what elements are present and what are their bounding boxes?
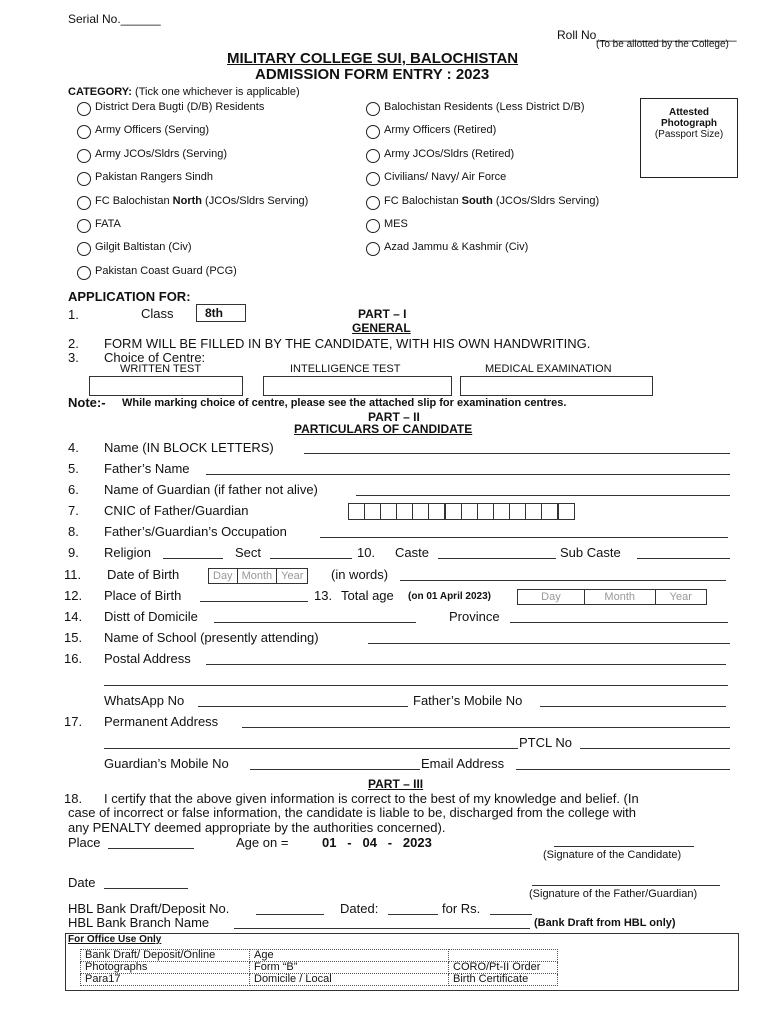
- category-left-option-bold: North: [172, 194, 202, 207]
- category-left-option-label: FATA: [95, 218, 121, 230]
- part-1-heading: PART – I: [358, 307, 407, 321]
- domicile-label: Distt of Domicile: [104, 609, 198, 624]
- note-label: Note:-: [68, 395, 106, 410]
- category-left-radio-2[interactable]: [77, 149, 91, 163]
- cnic-label: CNIC of Father/Guardian: [104, 503, 249, 518]
- category-right-radio-6[interactable]: [366, 242, 380, 256]
- province-field[interactable]: [510, 622, 728, 623]
- age-year: Year: [669, 591, 692, 603]
- category-left-radio-7[interactable]: [77, 266, 91, 280]
- office-use-heading: For Office Use Only: [68, 934, 162, 945]
- category-right-option-pre: FC Balochistan: [384, 194, 462, 207]
- school-label: Name of School (presently attending): [104, 630, 319, 645]
- category-right-radio-0[interactable]: [366, 102, 380, 116]
- occupation-field[interactable]: [320, 537, 728, 538]
- permanent-address-field[interactable]: [242, 727, 730, 728]
- age-month: Month: [585, 590, 656, 604]
- category-right-radio-5[interactable]: [366, 219, 380, 233]
- category-right-option-label: Civilians/ Navy/ Air Force: [384, 171, 507, 184]
- sect-label: Sect: [235, 545, 262, 560]
- item-number-8: 8.: [68, 524, 79, 539]
- handwriting-instruction: FORM WILL BE FILLED IN BY THE CANDIDATE, WITH HIS OWN HANDWRITING.: [104, 336, 591, 351]
- date-of-birth-boxes[interactable]: [208, 568, 308, 584]
- dated-field[interactable]: [388, 914, 438, 915]
- office-table-cell: Para17: [81, 974, 250, 986]
- office-use-table: [80, 949, 558, 986]
- category-left-option-label: [95, 195, 308, 207]
- whatsapp-label: WhatsApp No: [104, 693, 185, 708]
- sub-caste-label: Sub Caste: [560, 545, 621, 560]
- age-on-date: 01 - 04 - 2023: [322, 835, 432, 850]
- certification-line-3: any PENALTY deemed appropriate by the authorities concerned).: [68, 820, 446, 835]
- application-heading: APPLICATION FOR:: [68, 289, 191, 304]
- item-number-5: 5.: [68, 461, 79, 476]
- general-heading: GENERAL: [352, 321, 411, 335]
- intelligence-test-centre-field[interactable]: [263, 376, 452, 396]
- item-number-10: 10.: [357, 545, 376, 560]
- item-number-13: 13.: [314, 588, 333, 603]
- total-age-boxes[interactable]: [517, 589, 707, 605]
- place-of-birth-label: Place of Birth: [104, 588, 182, 603]
- age-day: Day: [518, 590, 585, 604]
- category-left-radio-5[interactable]: [77, 219, 91, 233]
- category-left-option-label: Gilgit Baltistan (Civ): [95, 241, 192, 254]
- office-table-row: [81, 962, 558, 974]
- item-number-17: 17.: [64, 714, 83, 729]
- category-left-option-label: Pakistan Rangers Sindh: [95, 171, 214, 184]
- category-left-radio-0[interactable]: [77, 102, 91, 116]
- name-field[interactable]: [304, 453, 730, 454]
- written-test-centre-field[interactable]: [89, 376, 243, 396]
- place-label: Place: [68, 835, 101, 850]
- guardian-mobile-label: Guardian’s Mobile No: [104, 756, 229, 771]
- item-number-11: 11.: [64, 567, 82, 582]
- caste-field[interactable]: [438, 558, 556, 559]
- place-field[interactable]: [108, 848, 194, 849]
- sect-field[interactable]: [270, 558, 352, 559]
- bank-draft-label: HBL Bank Draft/Deposit No.: [68, 901, 230, 916]
- part-3-heading: PART – III: [368, 777, 424, 791]
- school-field[interactable]: [368, 643, 730, 644]
- office-table-cell: Domicile / Local: [250, 974, 449, 986]
- ptcl-label: PTCL No: [519, 735, 572, 750]
- item-number-4: 4.: [68, 440, 79, 455]
- category-right-option-label: Balochistan Residents (Less District D/B): [384, 101, 585, 113]
- occupation-label: Father’s/Guardian’s Occupation: [104, 524, 287, 539]
- category-right-option-post: (JCOs/Sldrs Serving): [492, 194, 600, 207]
- category-left-radio-6[interactable]: [77, 242, 91, 256]
- item-number-9: 9.: [68, 545, 79, 560]
- item-number-6: 6.: [68, 482, 79, 497]
- dob-year: Year: [281, 570, 304, 582]
- category-right-radio-4[interactable]: [366, 196, 380, 210]
- whatsapp-field[interactable]: [198, 706, 408, 707]
- certification-line-1: I certify that the above given information is correct to the best of my knowledge and belief. (In: [104, 791, 639, 806]
- category-left-option-label: District Dera Bugti (D/B) Residents: [95, 101, 265, 113]
- photo-label-1: Attested: [668, 107, 709, 118]
- guardian-mobile-field[interactable]: [250, 769, 420, 770]
- roll-number-label: Roll No_____________________: [557, 28, 737, 42]
- candidate-signature-field[interactable]: [554, 846, 694, 847]
- province-label: Province: [449, 609, 500, 624]
- candidate-signature-label: (Signature of the Candidate): [543, 849, 682, 861]
- for-rs-field[interactable]: [490, 914, 532, 915]
- photo-box: [640, 98, 738, 178]
- category-right-radio-3[interactable]: [366, 172, 380, 186]
- father-mobile-field[interactable]: [540, 706, 726, 707]
- item-number-16: 16.: [64, 651, 83, 666]
- permanent-address-field-2[interactable]: [104, 748, 518, 749]
- category-hint: (Tick one whichever is applicable): [135, 86, 300, 98]
- bank-draft-note: (Bank Draft from HBL only): [534, 917, 676, 929]
- form-subtitle: ADMISSION FORM ENTRY : 2023: [255, 66, 490, 83]
- category-right-option-label: MES: [384, 218, 408, 230]
- choice-of-centre-label: Choice of Centre:: [104, 350, 206, 365]
- father-signature-field[interactable]: [532, 885, 720, 886]
- bank-branch-label: HBL Bank Branch Name: [68, 915, 210, 930]
- item-number-2: 2.: [68, 336, 79, 351]
- guardian-name-label: Name of Guardian (if father not alive): [104, 482, 318, 497]
- roll-number-note: (To be allotted by the College): [596, 39, 729, 50]
- category-left-option-label: Army JCOs/Sldrs (Serving): [95, 147, 228, 160]
- dob-in-words-field[interactable]: [400, 580, 726, 581]
- office-table-cell: [449, 950, 558, 962]
- guardian-name-field[interactable]: [356, 495, 730, 496]
- category-label: CATEGORY:: [68, 86, 132, 98]
- category-right-radio-2[interactable]: [366, 149, 380, 163]
- category-right-option-bold: South: [461, 194, 493, 207]
- cnic-boxes[interactable]: [348, 503, 574, 519]
- email-label: Email Address: [421, 756, 505, 771]
- office-table-cell: Photographs: [81, 962, 250, 974]
- postal-address-label: Postal Address: [104, 651, 191, 666]
- age-on-label: Age on =: [236, 835, 289, 850]
- permanent-address-label: Permanent Address: [104, 714, 219, 729]
- father-signature-label: (Signature of the Father/Guardian): [529, 888, 698, 900]
- religion-label: Religion: [104, 545, 151, 560]
- bank-branch-field[interactable]: [234, 928, 530, 929]
- item-number-12: 12.: [64, 588, 83, 603]
- class-label: Class: [141, 306, 174, 321]
- office-table-cell: Birth Certificate: [449, 974, 558, 986]
- photo-label-3: (Passport Size): [654, 129, 724, 140]
- category-left-option-label: Army Officers (Serving): [95, 124, 210, 137]
- category-right-option-label: Army JCOs/Sldrs (Retired): [384, 147, 515, 160]
- category-right-radio-1[interactable]: [366, 125, 380, 139]
- domicile-field[interactable]: [214, 622, 416, 623]
- office-table-row: [81, 974, 558, 986]
- category-left-radio-4[interactable]: [77, 196, 91, 210]
- category-left-option-label: Pakistan Coast Guard (PCG): [95, 264, 237, 277]
- dob-month: Month: [238, 569, 278, 583]
- date-of-birth-label: Date of Birth: [107, 567, 180, 582]
- written-test-label: WRITTEN TEST: [120, 363, 202, 375]
- certification-line-2: case of incorrect or false information, the candidate is liable to be, discharged from the college with: [68, 805, 636, 820]
- category-left-radio-1[interactable]: [77, 125, 91, 139]
- postal-address-field-2[interactable]: [104, 685, 728, 686]
- category-heading: [68, 86, 300, 98]
- date-label: Date: [68, 875, 96, 890]
- photo-label-2: Photograph: [660, 118, 718, 129]
- caste-label: Caste: [395, 545, 429, 560]
- category-right-option-label: Azad Jammu & Kashmir (Civ): [384, 241, 529, 254]
- note-text: While marking choice of centre, please see the attached slip for examination centres.: [122, 397, 567, 409]
- total-age-label: Total age: [341, 588, 394, 603]
- email-field[interactable]: [516, 769, 730, 770]
- dated-label: Dated:: [340, 901, 379, 916]
- in-words-label: (in words): [331, 567, 389, 582]
- category-left-radio-3[interactable]: [77, 172, 91, 186]
- office-table-cell: Age: [250, 950, 449, 962]
- for-rs-label: for Rs.: [442, 901, 481, 916]
- form-title: MILITARY COLLEGE SUI, BALOCHISTAN: [227, 50, 519, 67]
- place-of-birth-field[interactable]: [200, 601, 308, 602]
- item-number-3: 3.: [68, 350, 79, 365]
- office-table-cell: CORO/Pt-II Order: [449, 962, 558, 974]
- office-table-cell: Bank Draft/ Deposit/Online: [81, 950, 250, 962]
- particulars-heading: PARTICULARS OF CANDIDATE: [294, 422, 473, 436]
- sub-caste-field[interactable]: [637, 558, 730, 559]
- dob-day: Day: [209, 569, 238, 583]
- category-left-option-pre: FC Balochistan: [95, 194, 173, 207]
- father-mobile-label: Father’s Mobile No: [413, 693, 523, 708]
- part-2-heading: PART – II: [368, 410, 420, 424]
- category-left-option-post: (JCOs/Sldrs Serving): [201, 194, 309, 207]
- date-field[interactable]: [104, 888, 188, 889]
- category-right-option-label: Army Officers (Retired): [384, 124, 497, 137]
- total-age-note: (on 01 April 2023): [408, 591, 491, 602]
- bank-draft-field[interactable]: [256, 914, 324, 915]
- medical-exam-centre-field[interactable]: [460, 376, 653, 396]
- serial-number-label: Serial No.______: [68, 12, 161, 26]
- item-number-7: 7.: [68, 503, 79, 518]
- office-table-row: [81, 950, 558, 962]
- class-value-box[interactable]: 8th: [196, 304, 246, 322]
- intelligence-test-label: INTELLIGENCE TEST: [290, 363, 401, 375]
- category-right-option-label: [384, 195, 599, 207]
- ptcl-field[interactable]: [580, 748, 730, 749]
- item-number-1: 1.: [68, 307, 79, 322]
- father-name-label: Father’s Name: [104, 461, 190, 476]
- father-name-field[interactable]: [206, 474, 730, 475]
- item-number-14: 14.: [64, 609, 83, 624]
- medical-exam-label: MEDICAL EXAMINATION: [485, 363, 612, 375]
- religion-field[interactable]: [163, 558, 223, 559]
- name-label: Name (IN BLOCK LETTERS): [104, 440, 274, 455]
- item-number-15: 15.: [64, 630, 83, 645]
- office-table-cell: Form “B”: [250, 962, 449, 974]
- postal-address-field[interactable]: [206, 664, 726, 665]
- item-number-18: 18.: [64, 791, 83, 806]
